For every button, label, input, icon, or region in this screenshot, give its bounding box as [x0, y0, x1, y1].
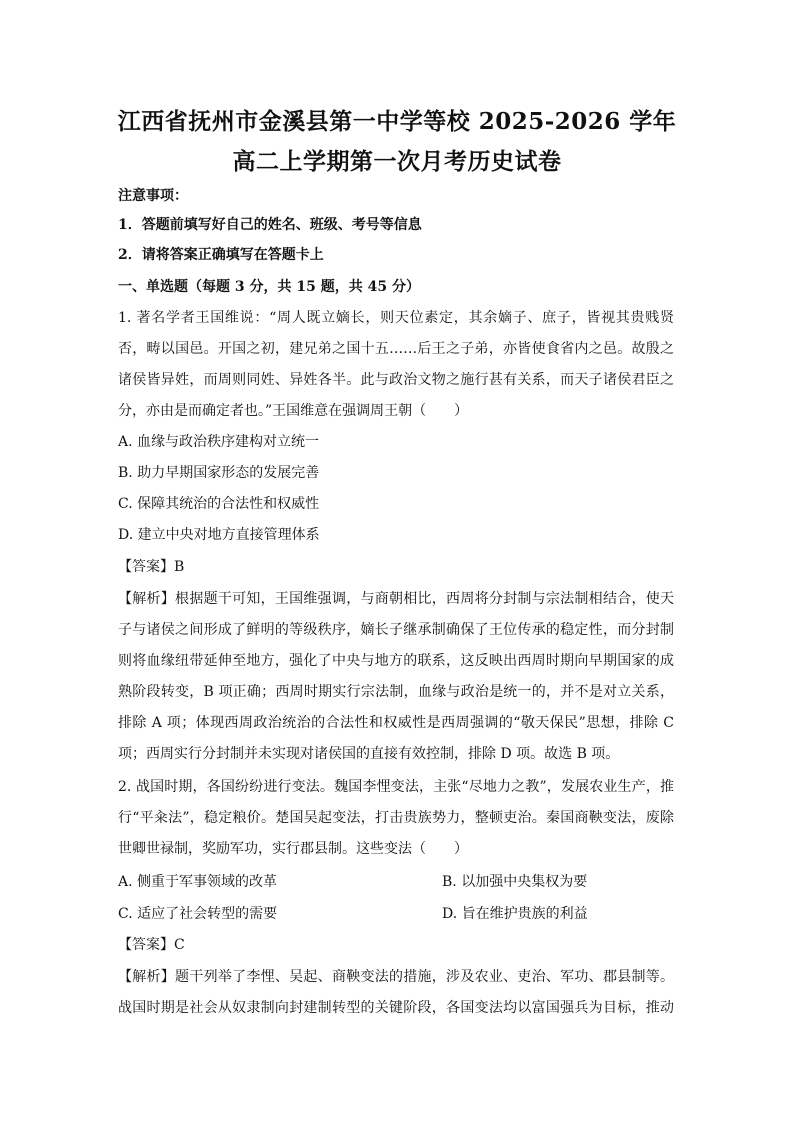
q1-analysis-line: 项；西周实行分封制并未实现对诸侯国的直接有效控制，排除 D 项。故选 B 项。	[118, 746, 620, 762]
q2-option-b: B. 以加强中央集权为要	[442, 874, 588, 890]
q1-analysis-line: 【解析】根据题干可知，王国维强调，与商朝相比，西周将分封制与宗法制相结合，使天	[118, 591, 674, 607]
section-heading: 一、单选题（每题 3 分，共 15 题，共 45 分）	[118, 279, 420, 295]
q2-analysis-line: 【解析】题干列举了李悝、吴起、商鞅变法的措施，涉及农业、吏治、军功、郡县制等。	[118, 969, 674, 985]
q1-stem-line: 否，畴以国邑。开国之初，建兄弟之国十五……后王之子弟，亦皆使食省内之邑。故殷之	[118, 341, 674, 357]
exam-title-line1: 江西省抚州市金溪县第一中学等校 2025-2026 学年	[117, 108, 677, 135]
notes-item-2: 2．请将答案正确填写在答题卡上	[118, 247, 324, 263]
q2-stem-line: 行“平籴法”，稳定粮价。楚国吴起变法，打击贵族势力，整顿吏治。秦国商鞅变法，废除	[118, 810, 674, 826]
q1-answer: 【答案】B	[118, 559, 185, 575]
q1-analysis-line: 熟阶段转变，B 项正确；西周时期实行宗法制，血缘与政治是统一的，并不是对立关系，	[118, 684, 674, 700]
q2-option-d: D. 旨在维护贵族的利益	[442, 906, 588, 922]
q1-option-b: B. 助力早期国家形态的发展完善	[118, 465, 320, 481]
q2-answer: 【答案】C	[118, 937, 185, 953]
q1-option-d: D. 建立中央对地方直接管理体系	[118, 527, 320, 543]
exam-title-line2: 高二上学期第一次月考历史试卷	[232, 148, 562, 175]
q1-analysis-line: 则将血缘纽带延伸至地方，强化了中央与地方的联系，这反映出西周时期向早期国家的成	[118, 653, 674, 669]
q1-option-a: A. 血缘与政治秩序建构对立统一	[118, 434, 320, 450]
q1-option-c: C. 保障其统治的合法性和权威性	[118, 496, 320, 512]
q2-stem-line: 2. 战国时期，各国纷纷进行变法。魏国李悝变法，主张“尽地力之教”，发展农业生产，推	[118, 779, 674, 795]
q1-stem-line: 诸侯皆异姓，而周则同姓、异姓各半。此与政治文物之施行甚有关系，而天子诸侯君臣之	[118, 372, 674, 388]
q2-option-a: A. 侧重于军事领域的改革	[118, 874, 278, 890]
q2-stem-line: 世卿世禄制，奖励军功，实行郡县制。这些变法（ ）	[118, 841, 468, 857]
q1-analysis-line: 排除 A 项；体现西周政治统治的合法性和权威性是西周强调的“敬天保民”思想，排除 C	[118, 715, 674, 731]
q2-option-c: C. 适应了社会转型的需要	[118, 906, 278, 922]
q1-stem-line: 1. 著名学者王国维说：“周人既立嫡长，则天位素定，其余嫡子、庶子，皆视其贵贱贤	[118, 310, 674, 326]
notes-item-1: 1．答题前填写好自己的姓名、班级、考号等信息	[118, 217, 422, 233]
q1-analysis-line: 子与诸侯之间形成了鲜明的等级秩序，嫡长子继承制确保了王位传承的稳定性，而分封制	[118, 622, 674, 638]
notes-heading: 注意事项：	[118, 188, 188, 204]
q2-analysis-line: 战国时期是社会从奴隶制向封建制转型的关键阶段，各国变法均以富国强兵为目标，推动	[118, 1000, 674, 1016]
q1-stem-line: 分，亦由是而确定者也。”王国维意在强调周王朝（ ）	[118, 403, 469, 419]
